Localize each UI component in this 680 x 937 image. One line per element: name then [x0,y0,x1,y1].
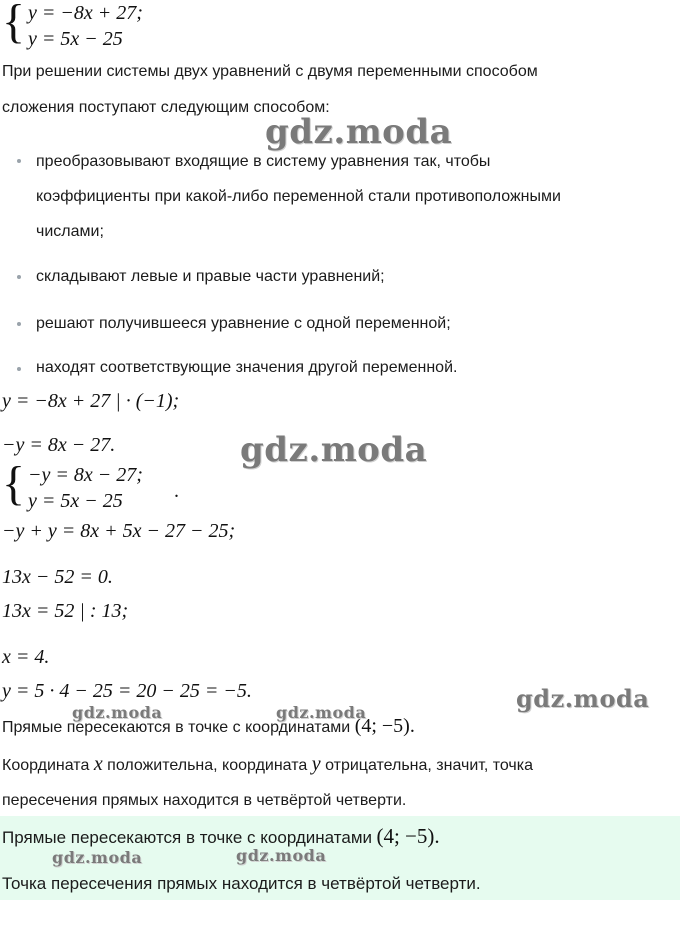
watermark-logo: gdz.moda [72,703,163,722]
list-item: решают получившееся уравнение с одной переменной; [36,315,451,332]
watermark-logo: gdz.moda [52,848,143,867]
watermark-logo: gdz.moda [240,430,428,470]
system-brace: { [2,0,26,48]
system-brace: { [2,457,26,510]
step-multiply: y = −8x + 27 | · (−1); [2,390,180,412]
variable-y: y [311,753,321,775]
list-item: находят соответствующие значения другой переменной. [36,359,458,376]
step-add: −y + y = 8x + 5x − 27 − 25; [2,520,236,542]
conclusion-text: Координата [2,757,90,774]
conclusion-text: Прямые пересекаются в точке с координатами [2,719,351,736]
answer-line-1 [2,824,440,849]
equation-system-1 [2,0,202,52]
answer-point: (4; −5). [376,824,440,848]
bullet-dot-icon [17,159,21,163]
intro-line-1: При решении системы двух уравнений с двумя переменными способом [2,63,538,80]
list-item-continued: числами; [36,223,104,240]
step-y-value: y = 5 · 4 − 25 = 20 − 25 = −5. [2,680,252,702]
equation-system-2 [2,457,202,516]
conclusion-line-2 [2,753,533,776]
watermark-logo: gdz.moda [516,684,650,713]
watermark-logo: gdz.moda [236,846,327,865]
bullet-dot-icon [17,322,21,326]
watermark-logo: gdz.moda [276,703,367,722]
step-divide: 13x = 52 | : 13; [2,600,129,622]
watermark-logo: gdz.moda [265,112,453,152]
system-2-line-2: y = 5x − 25 [28,490,123,512]
list-item: преобразовывают входящие в систему уравнения так, чтобы [36,153,491,170]
conclusion-line-3: пересечения прямых находится в четвёртой четверти. [2,792,407,809]
step-simplify: 13x − 52 = 0. [2,566,113,588]
list-item-continued: коэффициенты при какой-либо переменной стали противоположными [36,188,561,205]
system-1-line-2: y = 5x − 25 [28,28,123,50]
conclusion-text: положительна, координата [107,757,308,774]
answer-line-2: Точка пересечения прямых находится в четвёртой четверти. [2,874,481,893]
answer-text: Прямые пересекаются в точке с координатами [2,828,372,847]
conclusion-text: отрицательна, значит, точка [325,757,534,774]
system-2-line-1: −y = 8x − 27; [28,464,143,486]
bullet-dot-icon [17,275,21,279]
variable-x: x [93,753,103,775]
list-item: складывают левые и правые части уравнений; [36,268,385,285]
system-2-trailing-dot: . [174,480,179,502]
system-1-line-1: y = −8x + 27; [28,2,143,24]
step-x-value: x = 4. [2,646,50,668]
intro-line-2: сложения поступают следующим способом: [2,99,330,116]
bullet-dot-icon [17,367,21,371]
step-result: −y = 8x − 27. [2,434,116,456]
intersection-point: (4; −5). [354,715,415,737]
